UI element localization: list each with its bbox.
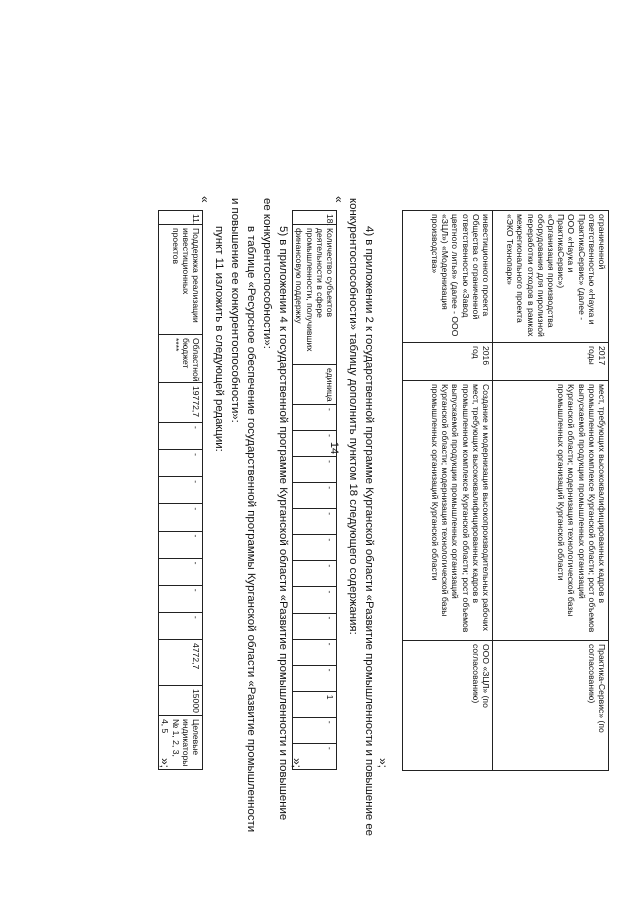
top-table <box>402 210 609 771</box>
para4-line1: 4) в приложении 2 к государственной программе Курганской области «Развитие промышленности и повышение ее <box>363 226 375 837</box>
value-cell: - <box>159 504 203 531</box>
open-quote: « <box>198 196 212 203</box>
value-cell: - <box>159 585 203 612</box>
result-cell: мест, требующих высококвалифицированных кадров в промышленном комплексе Курганской области; рост объемов выпускаемой продукции промышленных организаций Курганской области; модернизация технологической базы промышленных организаций Курганской области <box>493 381 609 641</box>
table-row <box>293 211 337 770</box>
year-cell: 2016 год <box>403 343 493 381</box>
value-cell: - <box>293 431 337 457</box>
value-cell: 15000 <box>159 686 203 716</box>
closing-quote: »; <box>290 758 304 769</box>
total-cell: 19772,7 <box>159 383 203 423</box>
closing-quote: »; <box>158 758 172 769</box>
para5-line5: пункт 11 изложить в следующей редакции: <box>213 226 225 452</box>
executor-cell: Практика-Сервис» (по согласованию) <box>493 641 609 771</box>
value-cell: - <box>293 613 337 639</box>
value-cell: - <box>293 535 337 561</box>
para5-line3: в таблице «Ресурсное обеспечение государственной программы Курганской области «Развитие промышленности <box>245 226 257 833</box>
row-number: 18. <box>293 211 337 225</box>
value-cell: - <box>293 639 337 665</box>
row-number: 11. <box>159 211 203 225</box>
value-cell: - <box>293 509 337 535</box>
para5-line1: 5) в приложении 4 к государственной программе Курганской области «Развитие промышленности и повышение <box>277 226 289 821</box>
indicator-table <box>292 210 337 770</box>
value-cell: - <box>159 477 203 504</box>
value-cell: - <box>159 423 203 450</box>
executor-cell: ООО «ЗЦЛ» (по согласованию) <box>403 641 493 771</box>
value-cell: 4772,7 <box>159 640 203 686</box>
indicator-name: Количество субъектов деятельности в сфере промышленности, получивших финансовую поддержку <box>293 225 337 365</box>
result-cell: Создание и модернизация высокопроизводительных рабочих мест, требующих высококвалифицированных кадров в промышленном комплексе Курганской области; рост объемов выпускаемой продукции промышленных организаций Курганской области; модернизация технологической базы промышленных организаций Курганской области <box>403 381 493 641</box>
value-cell: - <box>293 405 337 431</box>
value-cell: - <box>159 558 203 585</box>
value-cell: - <box>293 483 337 509</box>
table-row <box>159 211 203 770</box>
para4-line2: конкурентоспособности» таблицу дополнить пунктом 18 следующего содержания: <box>347 198 359 635</box>
value-cell: - <box>293 743 337 769</box>
value-cell: - <box>159 450 203 477</box>
value-cell: - <box>159 531 203 558</box>
value-cell: - <box>293 587 337 613</box>
page-number: 14 <box>328 441 340 455</box>
table-row <box>493 211 609 771</box>
unit-cell: единица <box>293 365 337 405</box>
table-row <box>403 211 493 771</box>
resource-table <box>158 210 203 770</box>
project-name-cell: ограниченной ответственностью «Наука и ПрактикаСервис» (далее - ООО «Наука и ПрактикаСервис») «Организация производства оборудования для пиролизной переработки отходов в рамках межрегионального проекта «ЭКО Технопарк» <box>493 211 609 343</box>
measure-name: Поддержка реализации инвестиционных проектов <box>159 225 203 335</box>
para5-line2: ее конкурентоспособности»: <box>261 198 273 349</box>
funding-source: Областной бюджет **** <box>159 335 203 383</box>
value-cell: - <box>293 457 337 483</box>
closing-quote: »; <box>376 758 390 769</box>
open-quote: « <box>332 196 346 203</box>
value-cell: - <box>293 717 337 743</box>
year-cell: 2017 годы <box>493 343 609 381</box>
value-cell: - <box>159 612 203 639</box>
indicators-cell: Целевые индикаторы № 1, 2, 3, 4, 5 <box>159 716 203 770</box>
value-cell: - <box>293 665 337 691</box>
value-cell: 1 <box>293 691 337 717</box>
project-name-cell: инвестиционного проекта Общества с ограниченной ответственностью «Завод цветного литья» (далее - ООО «ЗЦЛ») «Модернизация производства» <box>403 211 493 343</box>
para5-line4: и повышение ее конкурентоспособности»: <box>229 198 241 423</box>
value-cell: - <box>293 561 337 587</box>
